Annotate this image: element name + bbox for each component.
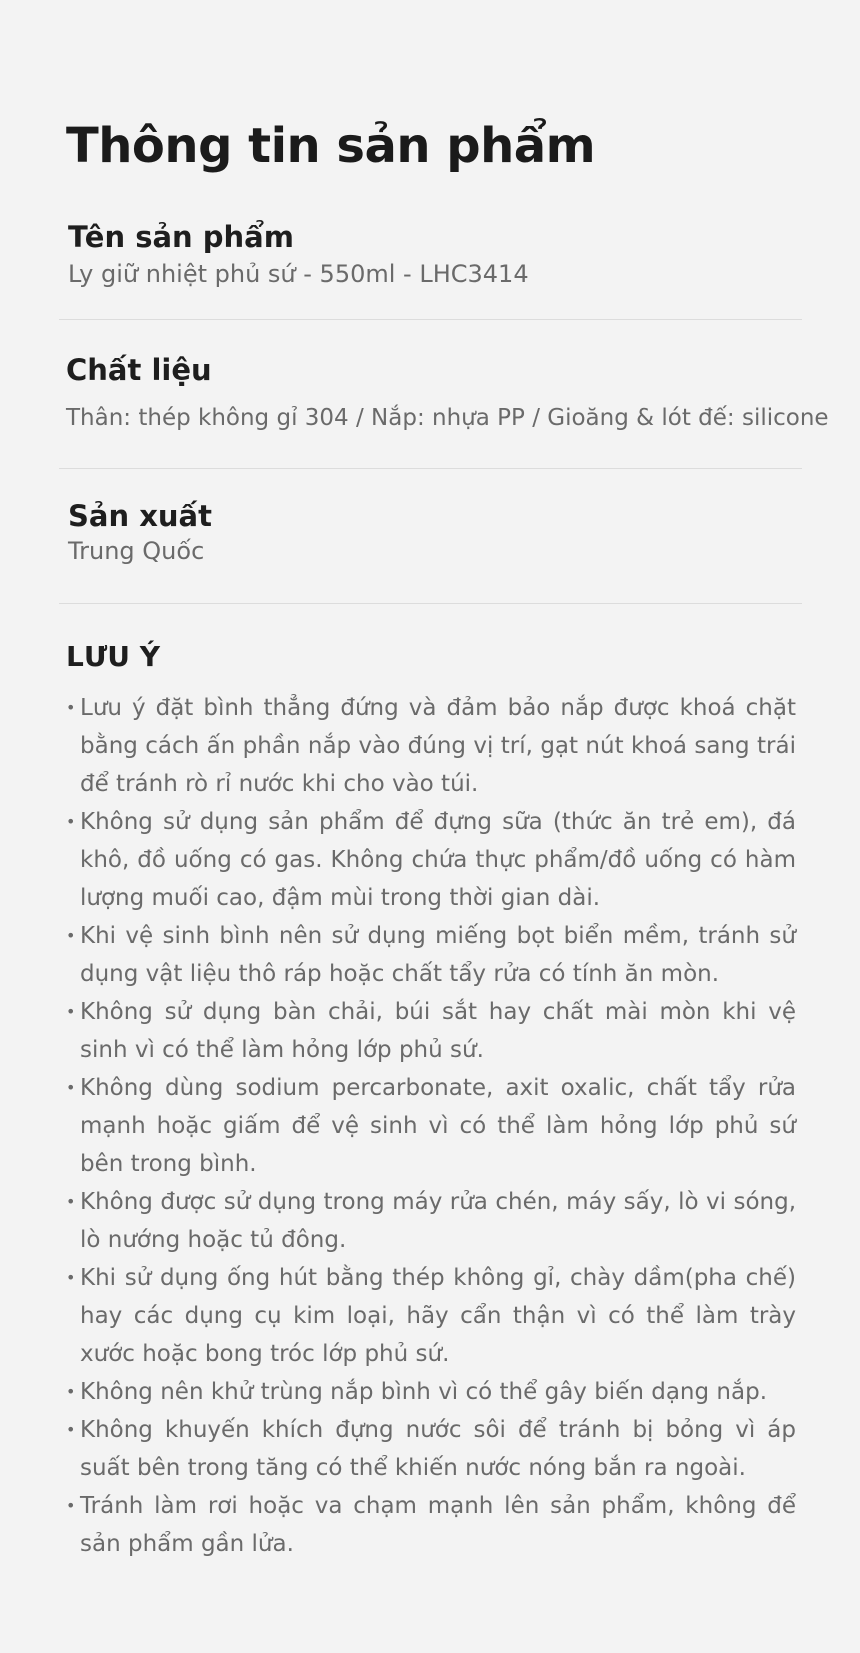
material-value: Thân: thép không gỉ 304 / Nắp: nhựa PP / Gioăng & lót đế: silicone bbox=[66, 405, 829, 431]
product-name-value: Ly giữ nhiệt phủ sứ - 550ml - LHC3414 bbox=[68, 260, 529, 288]
note-text: Không sử dụng sản phẩm để đựng sữa (thức ăn trẻ em), đá khô, đồ uống có gas. Không chứa thực phẩm/đồ uống có hàm lượng muối cao, đậm mùi trong thời gian dài. bbox=[80, 809, 796, 911]
note-text: Không sử dụng bàn chải, búi sắt hay chất mài mòn khi vệ sinh vì có thể làm hỏng lớp phủ sứ. bbox=[80, 999, 796, 1063]
product-name-label: Tên sản phẩm bbox=[68, 220, 294, 254]
list-item bbox=[66, 803, 796, 917]
section-origin bbox=[59, 499, 802, 565]
list-item bbox=[66, 1411, 796, 1487]
divider bbox=[59, 319, 802, 320]
section-material bbox=[59, 353, 829, 431]
notes-title: LƯU Ý bbox=[66, 640, 160, 673]
notes-list bbox=[66, 689, 796, 1563]
list-item bbox=[66, 993, 796, 1069]
note-text: Khi sử dụng ống hút bằng thép không gỉ, chày dầm(pha chế) hay các dụng cụ kim loại, hãy cẩn thận vì có thể làm trày xước hoặc bong tróc lớp phủ sứ. bbox=[80, 1265, 796, 1367]
divider bbox=[59, 603, 802, 604]
bullet-icon: • bbox=[66, 1382, 76, 1401]
list-item bbox=[66, 1373, 796, 1411]
list-item bbox=[66, 1183, 796, 1259]
list-item bbox=[66, 917, 796, 993]
list-item bbox=[66, 1259, 796, 1373]
list-item bbox=[66, 1487, 796, 1563]
bullet-icon: • bbox=[66, 1192, 76, 1211]
list-item bbox=[66, 689, 796, 803]
bullet-icon: • bbox=[66, 812, 76, 831]
bullet-icon: • bbox=[66, 698, 76, 717]
bullet-icon: • bbox=[66, 1078, 76, 1097]
note-text: Lưu ý đặt bình thẳng đứng và đảm bảo nắp được khoá chặt bằng cách ấn phần nắp vào đúng vị trí, gạt nút khoá sang trái để tránh rò rỉ nước khi cho vào túi. bbox=[80, 695, 796, 797]
note-text: Không nên khử trùng nắp bình vì có thể gây biến dạng nắp. bbox=[80, 1379, 768, 1405]
bullet-icon: • bbox=[66, 1268, 76, 1287]
list-item bbox=[66, 1069, 796, 1183]
note-text: Khi vệ sinh bình nên sử dụng miếng bọt biển mềm, tránh sử dụng vật liệu thô ráp hoặc chất tẩy rửa có tính ăn mòn. bbox=[80, 923, 796, 987]
divider bbox=[59, 468, 802, 469]
note-text: Không khuyến khích đựng nước sôi để tránh bị bỏng vì áp suất bên trong tăng có thể khiến nước nóng bắn ra ngoài. bbox=[80, 1417, 796, 1481]
note-text: Tránh làm rơi hoặc va chạm mạnh lên sản phẩm, không để sản phẩm gần lửa. bbox=[80, 1493, 796, 1557]
material-label: Chất liệu bbox=[66, 353, 212, 387]
page-title: Thông tin sản phẩm bbox=[66, 118, 596, 174]
bullet-icon: • bbox=[66, 926, 76, 945]
bullet-icon: • bbox=[66, 1420, 76, 1439]
bullet-icon: • bbox=[66, 1496, 76, 1515]
origin-label: Sản xuất bbox=[68, 499, 212, 533]
note-text: Không được sử dụng trong máy rửa chén, máy sấy, lò vi sóng, lò nướng hoặc tủ đông. bbox=[80, 1189, 796, 1253]
note-text: Không dùng sodium percarbonate, axit oxalic, chất tẩy rửa mạnh hoặc giấm để vệ sinh vì có thể làm hỏng lớp phủ sứ bên trong bình. bbox=[80, 1075, 796, 1177]
section-product-name bbox=[59, 220, 802, 288]
bullet-icon: • bbox=[66, 1002, 76, 1021]
origin-value: Trung Quốc bbox=[68, 537, 205, 565]
